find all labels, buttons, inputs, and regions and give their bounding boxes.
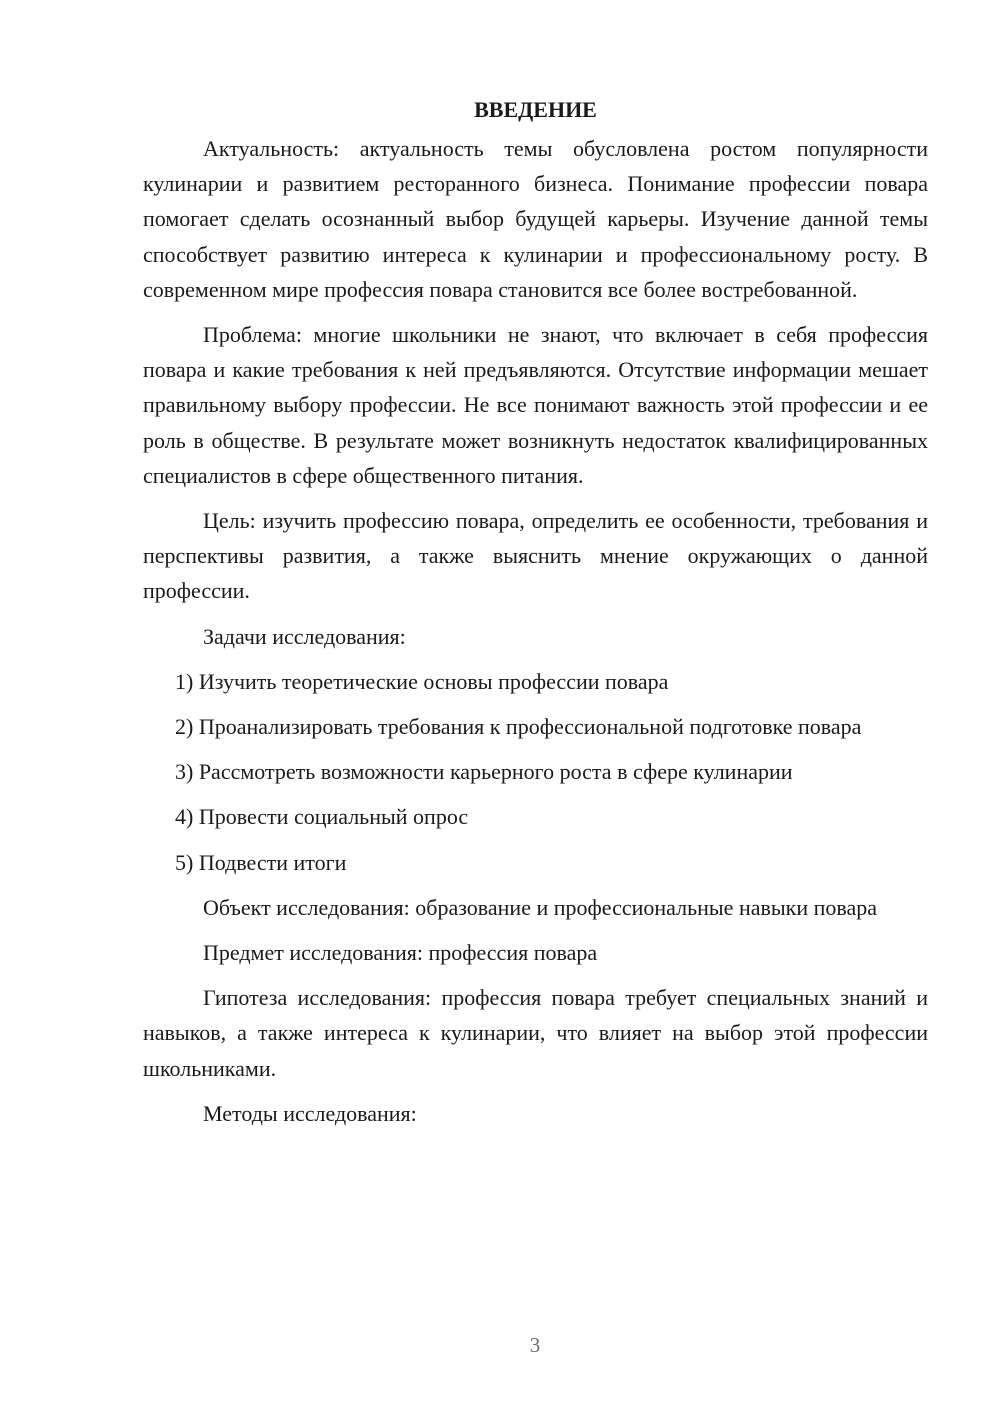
page-title: ВВЕДЕНИЕ (474, 97, 597, 122)
relevance-paragraph: Актуальность: актуальность темы обусловлена ростом популярности кулинарии и развитием ресторанного бизнеса. Понимание профессии повара помогает сделать осознанный выбор будущей карьеры. Изучение данной темы способствует развитию интереса к кулинарии и профессиональному росту. В современном мире профессия повара становится все более востребованной. (143, 136, 928, 302)
tasks-heading: Задачи исследования: (203, 623, 406, 649)
methods-paragraph: Методы исследования: (203, 1100, 417, 1126)
page-number: 3 (529, 1333, 541, 1357)
list-item: 1) Изучить теоретические основы профессии повара (175, 668, 669, 694)
document-page (143, 92, 928, 1141)
list-item: 3) Рассмотреть возможности карьерного роста в сфере кулинарии (175, 759, 793, 785)
tasks-list (143, 664, 928, 880)
list-item: 5) Подвести итоги (175, 849, 347, 875)
goal-paragraph: Цель: изучить профессию повара, определить ее особенности, требования и перспективы развития, а также выяснить мнение окружающих о данной профессии. (143, 508, 928, 604)
subject-paragraph: Предмет исследования: профессия повара (203, 940, 598, 966)
list-item: 2) Проанализировать требования к профессиональной подготовке повара (175, 714, 862, 740)
hypothesis-paragraph: Гипотеза исследования: профессия повара требует специальных знаний и навыков, а также интереса к кулинарии, что влияет на выбор этой профессии школьниками. (143, 985, 928, 1081)
object-paragraph: Объект исследования: образование и профессиональные навыки повара (203, 894, 878, 920)
problem-paragraph: Проблема: многие школьники не знают, что включает в себя профессия повара и какие требования к ней предъявляются. Отсутствие информации мешает правильному выбору профессии. Не все понимают важность этой профессии и ее роль в обществе. В результате может возникнуть недостаток квалифицированных специалистов в сфере общественного питания. (143, 322, 928, 488)
list-item: 4) Провести социальный опрос (175, 804, 469, 830)
